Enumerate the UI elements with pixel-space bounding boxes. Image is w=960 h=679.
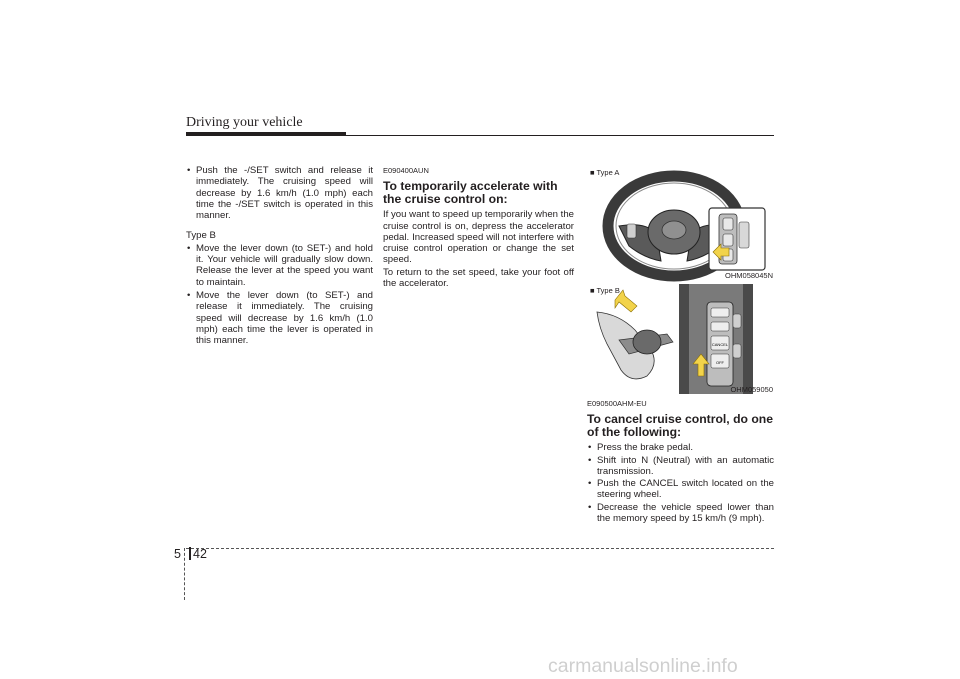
figure-type-a <box>589 166 775 282</box>
figure-code: OHM058045N <box>725 271 773 280</box>
page-header-title: Driving your vehicle <box>186 115 303 130</box>
section-heading: To temporarily accelerate with the cruise control on: <box>383 179 558 206</box>
type-b-label: Type B <box>186 230 216 242</box>
cruise-lever-illustration <box>589 284 775 396</box>
section-number: 5 <box>174 547 181 561</box>
type-b-list <box>186 243 373 347</box>
list-item: • Shift into N (Neutral) with an automatic transmission. <box>587 455 774 478</box>
column-3 <box>587 398 774 525</box>
steering-wheel-illustration <box>589 166 775 282</box>
column-1 <box>186 165 373 347</box>
cancel-methods-list <box>587 442 774 524</box>
header-rule <box>186 135 774 136</box>
paragraph: If you want to speed up temporarily when the cruise control is on, depress the accelerator pedal. Increased speed will not interfere with cruise control operation or change the set speed. <box>383 209 574 266</box>
figure-code: OHM059050 <box>730 385 773 394</box>
list-item: • Push the -/SET switch and release it immediately. The cruising speed will decrease by 1.6 km/h (1.0 mph) each time the -/SET switch is operated in this manner. <box>186 165 373 221</box>
bullet-list-top <box>186 165 373 221</box>
column-2 <box>383 165 574 289</box>
footer-separator <box>189 547 191 560</box>
list-item: • Move the lever down (to SET-) and hold it. Your vehicle will gradually slow down. Release the lever at the speed you want to maintain. <box>186 243 373 288</box>
paragraph: To return to the set speed, take your foot off the accelerator. <box>383 266 574 290</box>
list-item: • Decrease the vehicle speed lower than the memory speed by 15 km/h (9 mph). <box>587 502 774 525</box>
figure-label: ■ Type B <box>590 286 620 295</box>
list-item: • Move the lever down (to SET-) and release it immediately. The cruising speed will decrease by 1.6 km/h (1.0 mph) each time the lever is operated in this manner. <box>186 290 373 346</box>
list-item: • Push the CANCEL switch located on the steering wheel. <box>587 478 774 501</box>
figure-label: ■ Type A <box>590 168 620 177</box>
footer-crop-mark <box>184 548 185 600</box>
section-heading: To cancel cruise control, do one of the following: <box>587 412 774 439</box>
watermark: carmanualsonline.info <box>548 655 738 677</box>
list-item: • Press the brake pedal. <box>587 442 774 453</box>
switch-label-off: OFF <box>716 360 724 365</box>
figure-type-b <box>589 284 775 396</box>
page-number: 42 <box>193 547 207 561</box>
section-code: E090500AHM-EU <box>587 399 647 408</box>
footer-rule <box>186 548 774 549</box>
switch-label-cancel: CANCEL <box>711 342 729 347</box>
section-code: E090400AUN <box>383 166 429 175</box>
